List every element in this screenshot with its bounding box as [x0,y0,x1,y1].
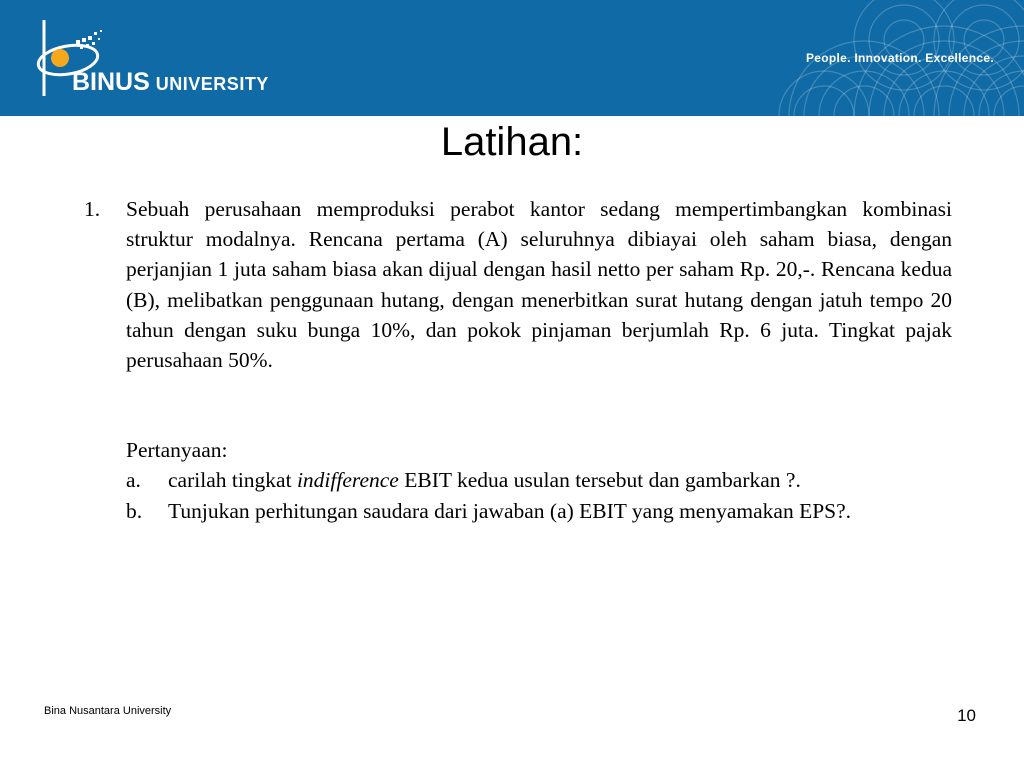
slide-header [0,0,1024,116]
emphasis-term: indifference [296,468,399,493]
exercise-item [84,194,952,375]
question-text: Tunjukan perhitungan saudara dari jawaban (a) EBIT yang menyamakan EPS?. [168,498,852,523]
slide-body [84,194,952,526]
question-item [126,465,952,495]
questions-heading: Pertanyaan: [126,438,228,463]
question-item [126,496,952,526]
logo-suffix: UNIVERSITY [155,74,269,94]
question-letter: b. [126,498,143,523]
tagline: People. Innovation. Excellence. [805,51,994,65]
page-number: 10 [957,706,976,725]
logo-brand: BINUS [72,68,150,96]
questions-block [84,435,952,526]
logo-wordmark [72,70,269,95]
binus-logo [30,18,300,102]
slide-title: Latihan: [440,120,584,164]
question-letter: a. [126,468,141,493]
item-number: 1. [84,197,101,221]
question-text: carilah tingkat indifference EBIT kedua usulan tersebut dan gambarkan ?. [168,468,801,493]
item-text: Sebuah perusahaan memproduksi perabot kantor sedang mempertimbangkan kombinasi struktur modalnya. Rencana pertama (A) seluruhnya dibiayai oleh saham biasa, dengan perjanjian 1 juta saham biasa akan dijual dengan hasil netto per saham Rp. 20,-. Rencana kedua (B), melibatkan penggunaan hutang, dengan menerbitkan surat hutang dengan jatuh tempo 20 tahun dengan suku bunga 10%, dan pokok pinjaman berjumlah Rp. 6 juta. Tingkat pajak perusahaan 50%. [126,197,952,373]
footer-organization: Bina Nusantara University [44,705,172,717]
